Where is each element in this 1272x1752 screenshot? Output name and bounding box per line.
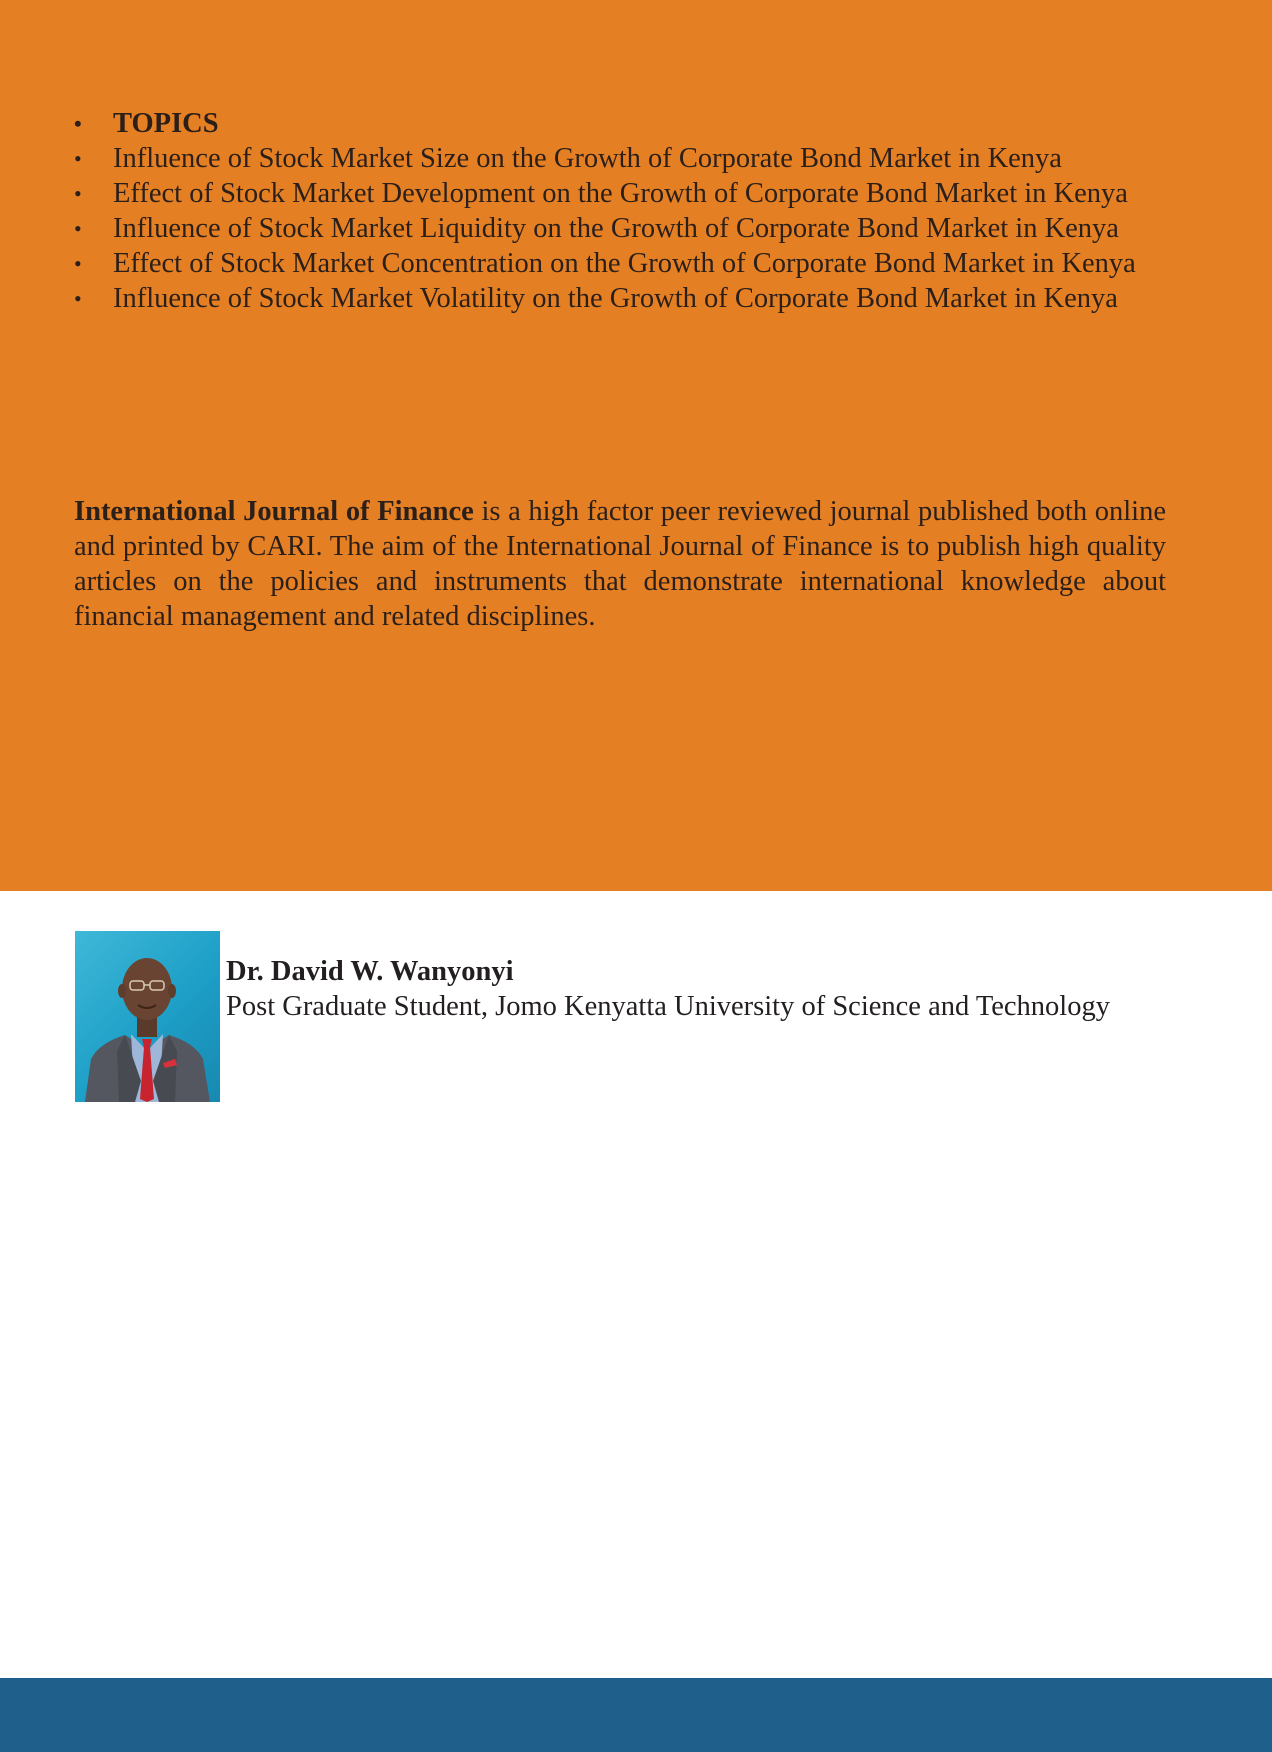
bullet-icon: • [74, 111, 82, 136]
topic-item-label: Influence of Stock Market Volatility on the Growth of Corporate Bond Market in Kenya [113, 283, 1118, 314]
topic-item [74, 281, 1224, 316]
bullet-icon: • [74, 251, 82, 276]
topic-item-label: Effect of Stock Market Concentration on the Growth of Corporate Bond Market in Kenya [113, 248, 1136, 279]
topic-item [74, 176, 1224, 211]
topic-item [74, 246, 1224, 281]
bullet-icon: • [74, 286, 82, 311]
topic-item-label: Influence of Stock Market Size on the Growth of Corporate Bond Market in Kenya [113, 143, 1062, 174]
bullet-icon: • [74, 181, 82, 206]
bullet-icon: • [74, 146, 82, 171]
journal-description [74, 494, 1166, 634]
journal-description-text: is a high factor peer reviewed journal published both online and printed by CARI. The aim of the International Journal of Finance is to publish high quality articles on the policies and instruments that demonstrate international knowledge about financial management and related disciplines. [74, 496, 1166, 632]
topic-item-label: Effect of Stock Market Development on the Growth of Corporate Bond Market in Kenya [113, 178, 1128, 209]
author-affiliation: Post Graduate Student, Jomo Kenyatta University of Science and Technology [226, 991, 1110, 1022]
topic-item-label: Influence of Stock Market Liquidity on the Growth of Corporate Bond Market in Kenya [113, 213, 1119, 244]
topics-heading [74, 106, 1224, 141]
journal-name: International Journal of Finance [74, 496, 474, 527]
blue-footer-bar [0, 1678, 1272, 1752]
topics-list [74, 106, 1224, 316]
bullet-icon: • [74, 216, 82, 241]
author-portrait-image [75, 931, 220, 1102]
topic-item [74, 141, 1224, 176]
author-name: Dr. David W. Wanyonyi [226, 956, 514, 987]
topics-heading-label: TOPICS [113, 108, 219, 139]
topic-item [74, 211, 1224, 246]
author-photo [75, 931, 220, 1102]
